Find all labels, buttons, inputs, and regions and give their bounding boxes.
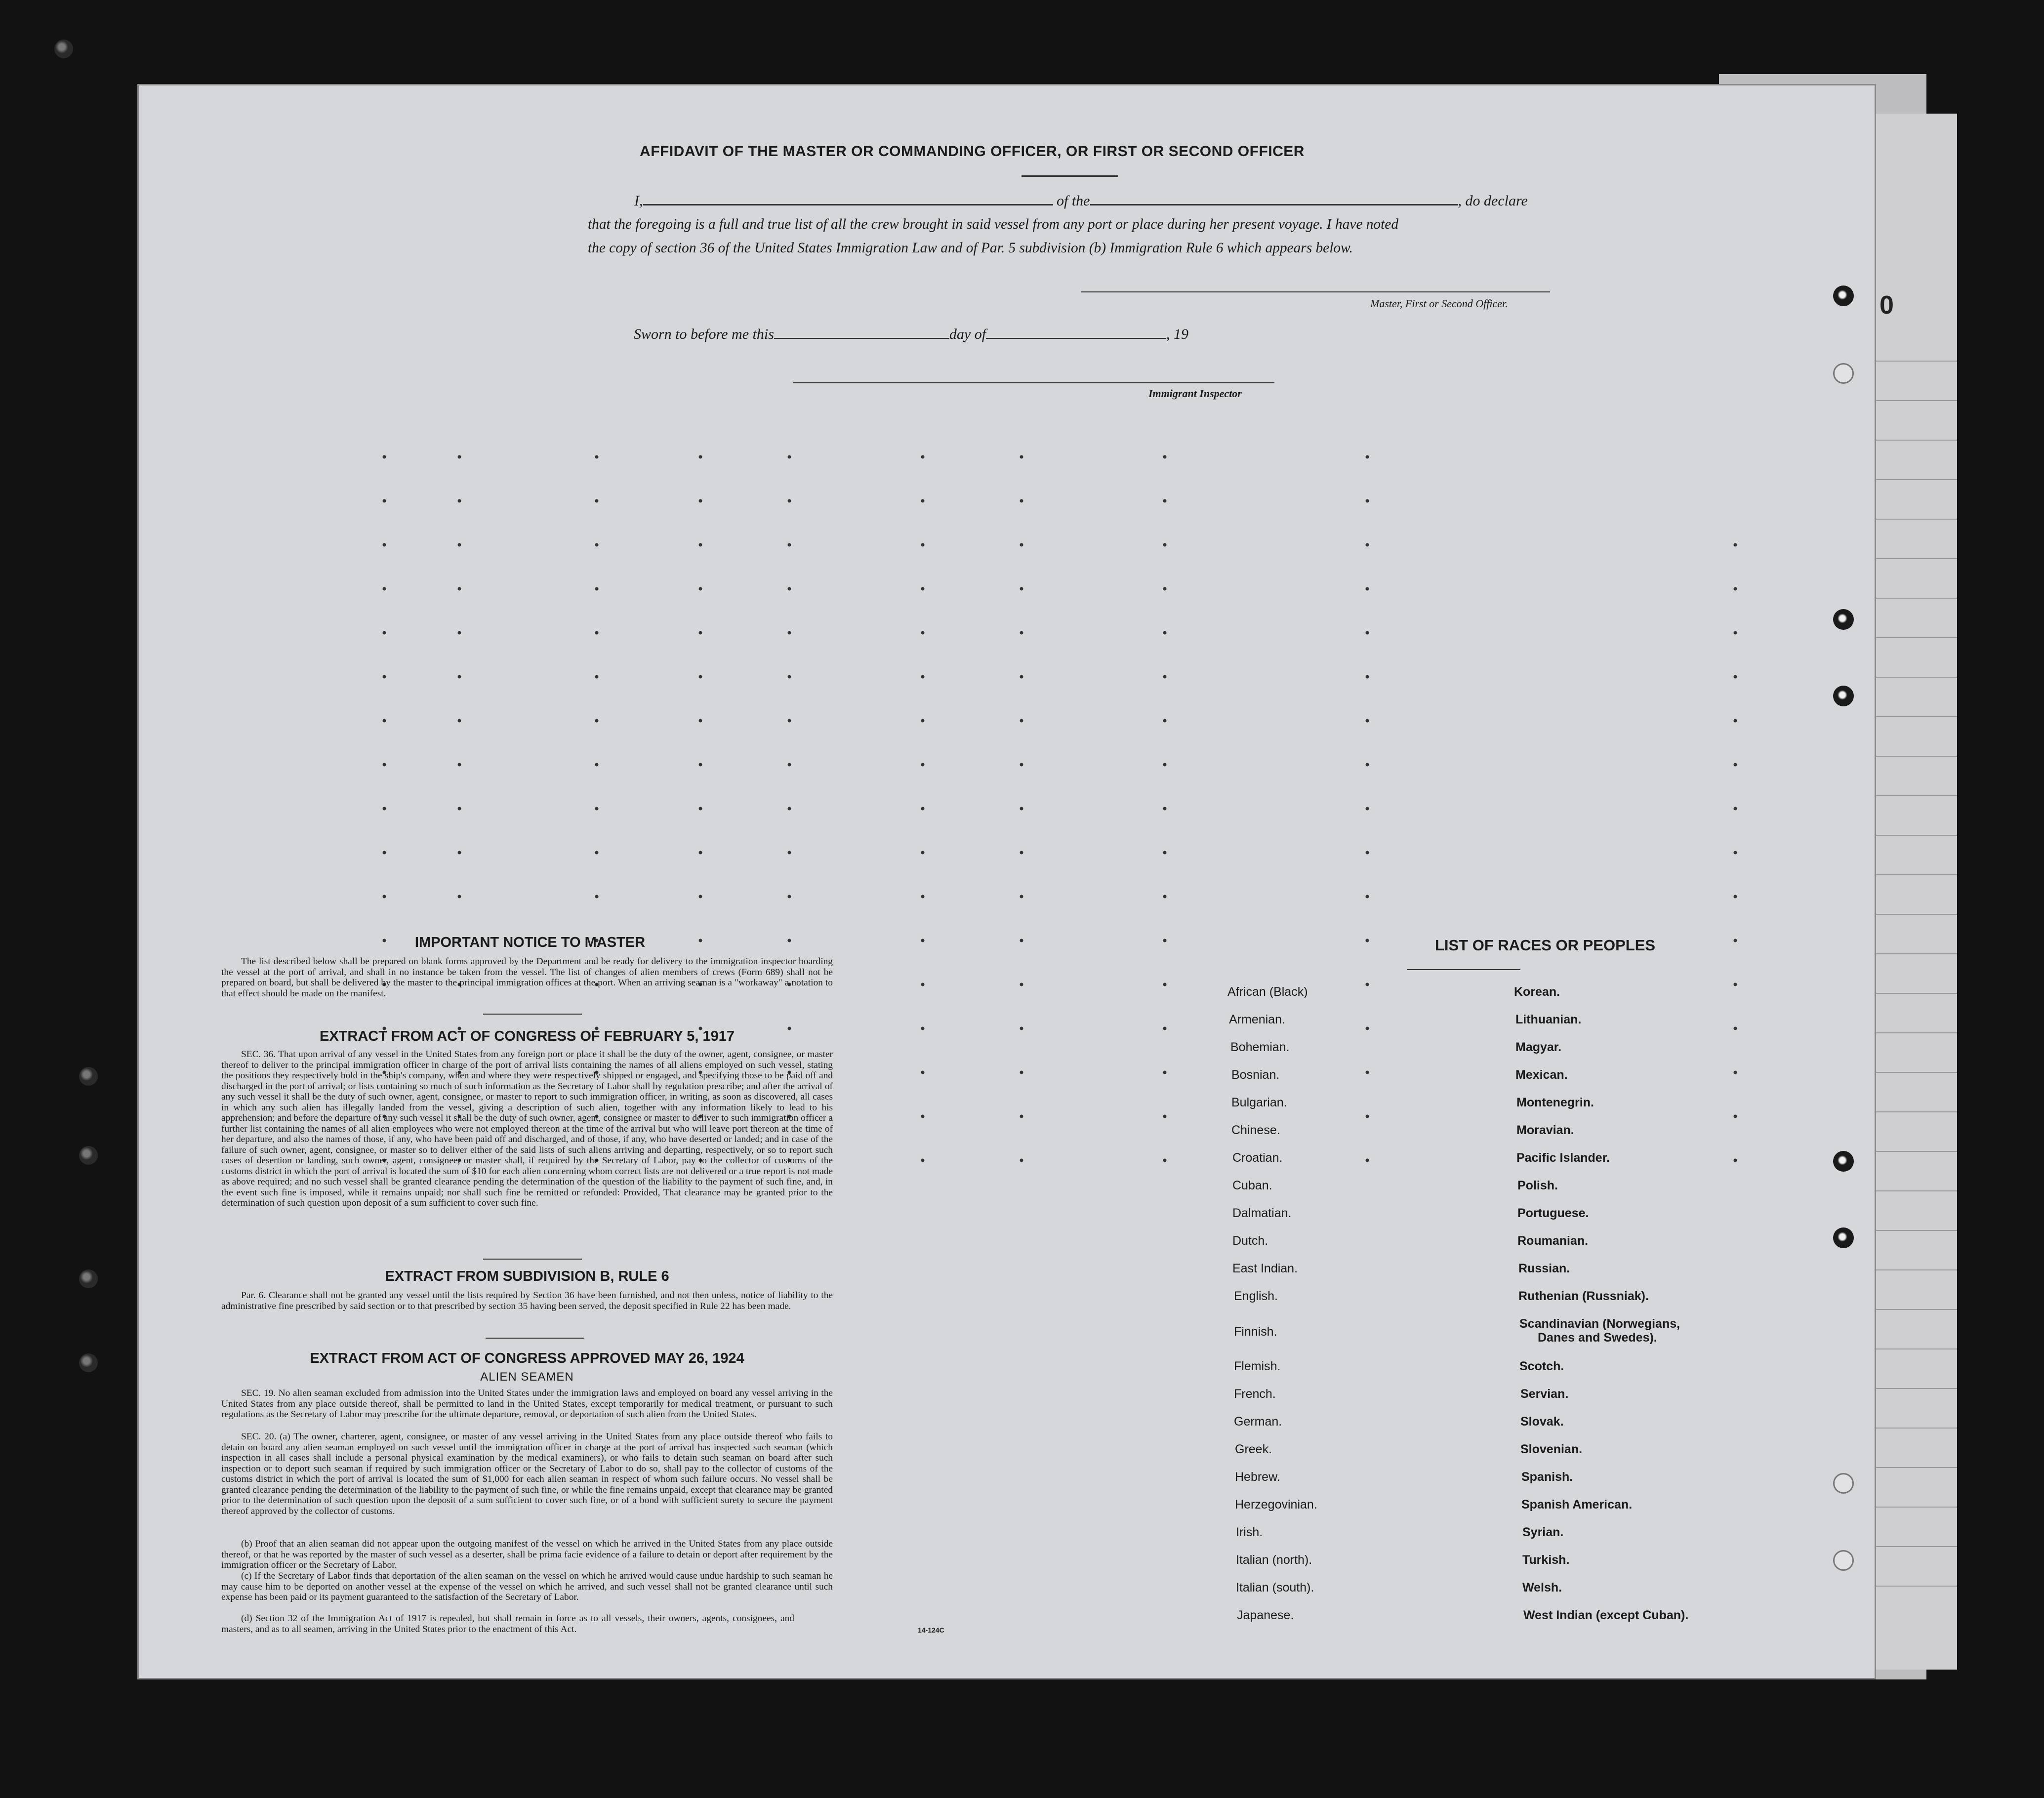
race-item: Welsh. [1522, 1581, 1562, 1594]
binder-hole [79, 1353, 98, 1372]
grid-dot [788, 455, 791, 459]
sec-19-text: SEC. 19. No alien seaman excluded from admission into the United States under the immigration laws and employed on board any vessel arriving in the United States from any place outside thereof, shall be permitted to land in the United States, except temporarily for medical treatment, or pursuant to such regulations as the Secretary of Labor may prescribe for the ultimate departure, removal, or deportation of such alien from the United States. [221, 1388, 833, 1420]
grid-dot [699, 719, 702, 723]
race-item: Armenian. [1229, 1013, 1285, 1026]
grid-dot [699, 807, 702, 811]
grid-dot [383, 631, 386, 635]
grid-dot [699, 631, 702, 635]
grid-dot [788, 895, 791, 899]
grid-dot [921, 851, 925, 855]
race-item: Korean. [1514, 985, 1560, 999]
race-item: Greek. [1235, 1442, 1272, 1456]
grid-dot [383, 719, 386, 723]
grid-dot [699, 455, 702, 459]
grid-dot [1020, 851, 1023, 855]
margin-mark: 0 [1880, 291, 1894, 320]
grid-dot [458, 807, 461, 811]
sec-20b-text: (b) Proof that an alien seaman did not appear upon the outgoing manifest of the vessel on which he arrived in the United States from any place outside thereof, or that he was reported by the master of such vessel as a deserter, shall be prima facie evidence of a failure to detain or deport after requirement by the immigration officer or the Secretary of Labor. [221, 1539, 833, 1570]
grid-dot [921, 587, 925, 591]
grid-dot [1734, 631, 1737, 635]
grid-dot [1734, 719, 1737, 723]
divider [486, 1338, 584, 1339]
race-item: Mexican. [1515, 1068, 1568, 1082]
grid-dot [1020, 631, 1023, 635]
grid-dot [1020, 1027, 1023, 1030]
race-item: Dalmatian. [1232, 1206, 1292, 1220]
grid-dot [1163, 719, 1167, 723]
grid-dot [458, 543, 461, 547]
grid-dot [1163, 763, 1167, 767]
notice-title: IMPORTANT NOTICE TO MASTER [414, 935, 646, 950]
grid-dot [921, 675, 925, 679]
grid-dot [383, 763, 386, 767]
race-item: German. [1234, 1415, 1282, 1429]
grid-dot [788, 543, 791, 547]
grid-dot [1366, 851, 1369, 855]
race-item: Danes and Swedes). [1538, 1331, 1657, 1345]
race-item: Portuguese. [1517, 1206, 1589, 1220]
grid-dot [595, 719, 599, 723]
divider [483, 1014, 582, 1015]
grid-dot [1020, 543, 1023, 547]
grid-dot [921, 455, 925, 459]
grid-dot [1734, 587, 1737, 591]
grid-dot [1163, 851, 1167, 855]
master-label: Master, First or Second Officer. [1370, 297, 1508, 310]
race-item: Slovenian. [1520, 1442, 1583, 1456]
inspector-label: Immigrant Inspector [1148, 387, 1242, 400]
race-item: Scandinavian (Norwegians, [1519, 1317, 1680, 1331]
grid-dot [1020, 1115, 1023, 1118]
rule-6-title: EXTRACT FROM SUBDIVISION B, RULE 6 [385, 1268, 669, 1284]
grid-dot [1734, 1027, 1737, 1030]
race-item: English. [1234, 1289, 1278, 1303]
form-number: 14-124C [918, 1626, 944, 1634]
grid-dot [1163, 1159, 1167, 1162]
grid-dot [921, 543, 925, 547]
grid-dot [1163, 1071, 1167, 1074]
grid-dot [788, 851, 791, 855]
grid-dot [1163, 587, 1167, 591]
grid-dot [458, 763, 461, 767]
grid-dot [1163, 675, 1167, 679]
grid-dot [1366, 499, 1369, 503]
grid-dot [1163, 983, 1167, 986]
grid-dot [1020, 675, 1023, 679]
grid-dot [1163, 455, 1167, 459]
binder-hole [54, 40, 73, 58]
sworn-label: Sworn to before me this [634, 326, 774, 342]
grid-dot [788, 587, 791, 591]
race-item: Japanese. [1237, 1608, 1294, 1622]
grid-dot [921, 719, 925, 723]
grid-dot [1366, 1159, 1369, 1162]
race-item: Syrian. [1522, 1525, 1564, 1539]
divider [1407, 969, 1520, 970]
race-item: Polish. [1517, 1179, 1558, 1192]
grid-dot [1366, 807, 1369, 811]
grid-dot [383, 499, 386, 503]
grid-dot [1163, 631, 1167, 635]
race-item: Magyar. [1515, 1040, 1562, 1054]
grid-dot [595, 543, 599, 547]
grid-dot [1020, 1071, 1023, 1074]
grid-dot [1020, 939, 1023, 942]
grid-dot [458, 675, 461, 679]
race-item: Italian (south). [1236, 1581, 1314, 1594]
grid-dot [1366, 455, 1369, 459]
race-item: Croatian. [1232, 1151, 1283, 1165]
grid-dot [1020, 1159, 1023, 1162]
sec-20c-text: (c) If the Secretary of Labor finds that deportation of the alien seaman on the vessel on which he arrived would cause undue hardship to such seaman he may cause him to be deported on another vessel at the expense of the vessel on which he arrived, and such vessel shall not be granted clearance until such expense has been paid or its payment guaranteed to the satisfaction of the Secretary of Labor. [221, 1571, 833, 1602]
race-item: Pacific Islander. [1516, 1151, 1610, 1165]
grid-dot [1020, 587, 1023, 591]
grid-dot [699, 763, 702, 767]
race-item: Moravian. [1516, 1123, 1574, 1137]
manifest-page [137, 84, 1876, 1679]
races-title: LIST OF RACES OR PEOPLES [1434, 937, 1656, 954]
grid-dot [1020, 455, 1023, 459]
grid-dot [921, 1027, 925, 1030]
race-item: Montenegrin. [1516, 1096, 1594, 1109]
grid-dot [699, 543, 702, 547]
race-item: French. [1234, 1387, 1276, 1401]
grid-dot [1020, 499, 1023, 503]
affidavit-title: AFFIDAVIT OF THE MASTER OR COMMANDING OFFICER, OR FIRST OR SECOND OFFICER [640, 143, 1305, 160]
grid-dot [1734, 807, 1737, 811]
grid-dot [788, 631, 791, 635]
grid-dot [1734, 1071, 1737, 1074]
grid-dot [1366, 983, 1369, 986]
grid-dot [1020, 807, 1023, 811]
grid-dot [595, 807, 599, 811]
grid-dot [383, 895, 386, 899]
race-item: Spanish American. [1521, 1498, 1633, 1512]
grid-dot [458, 851, 461, 855]
grid-dot [458, 631, 461, 635]
grid-dot [921, 939, 925, 942]
grid-dot [595, 587, 599, 591]
grid-dot [1734, 543, 1737, 547]
grid-dot [921, 631, 925, 635]
grid-dot [1366, 675, 1369, 679]
grid-dot [921, 763, 925, 767]
grid-dot [1734, 895, 1737, 899]
race-item: Cuban. [1232, 1179, 1272, 1192]
grid-dot [383, 587, 386, 591]
declaration-line-2: that the foregoing is a full and true list of all the crew brought in said vessel from any port or place during her present voyage. I have noted [588, 216, 1399, 232]
grid-dot [1366, 587, 1369, 591]
grid-dot [1366, 763, 1369, 767]
binder-hole [79, 1067, 98, 1086]
race-item: Bosnian. [1231, 1068, 1280, 1082]
grid-dot [1020, 895, 1023, 899]
grid-dot [1163, 1027, 1167, 1030]
grid-dot [921, 895, 925, 899]
grid-dot [921, 1115, 925, 1118]
grid-dot [1366, 1071, 1369, 1074]
grid-dot [788, 719, 791, 723]
race-item: Bulgarian. [1231, 1096, 1287, 1109]
race-item: East Indian. [1232, 1262, 1298, 1275]
grid-dot [458, 719, 461, 723]
grid-dot [921, 983, 925, 986]
grid-dot [383, 543, 386, 547]
race-item: Ruthenian (Russniak). [1518, 1289, 1649, 1303]
binder-hole [79, 1146, 98, 1165]
declaration-line-3: the copy of section 36 of the United States Immigration Law and of Par. 5 subdivision (b) Immigration Rule 6 which appears below. [588, 240, 1353, 256]
race-item: West Indian (except Cuban). [1523, 1608, 1689, 1622]
grid-dot [383, 807, 386, 811]
grid-dot [1734, 1159, 1737, 1162]
grid-dot [458, 499, 461, 503]
grid-dot [458, 587, 461, 591]
grid-dot [383, 455, 386, 459]
day-of-label: day of [949, 326, 986, 342]
alien-seamen-subtitle: ALIEN SEAMEN [480, 1370, 574, 1384]
i-label: I, [634, 193, 643, 209]
grid-dot [1163, 499, 1167, 503]
race-item: Russian. [1518, 1262, 1570, 1275]
race-item: Spanish. [1521, 1470, 1573, 1484]
grid-dot [595, 851, 599, 855]
act-1917-title: EXTRACT FROM ACT OF CONGRESS OF FEBRUARY 5, 1917 [319, 1028, 735, 1044]
grid-dot [1020, 719, 1023, 723]
grid-dot [699, 499, 702, 503]
race-item: Irish. [1236, 1525, 1263, 1539]
grid-dot [699, 587, 702, 591]
grid-dot [788, 499, 791, 503]
grid-dot [1366, 1027, 1369, 1030]
grid-dot [595, 499, 599, 503]
grid-dot [699, 675, 702, 679]
grid-dot [1734, 675, 1737, 679]
grid-dot [699, 851, 702, 855]
grid-dot [383, 851, 386, 855]
race-item: Italian (north). [1236, 1553, 1312, 1567]
race-item: Hebrew. [1235, 1470, 1280, 1484]
race-item: Slovak. [1520, 1415, 1564, 1429]
grid-dot [1163, 1115, 1167, 1118]
binder-hole [79, 1269, 98, 1288]
grid-dot [1734, 1115, 1737, 1118]
race-item: Scotch. [1519, 1359, 1564, 1373]
race-item: Flemish. [1234, 1359, 1281, 1373]
grid-dot [383, 675, 386, 679]
grid-dot [1020, 983, 1023, 986]
sec-20d-text: (d) Section 32 of the Immigration Act of 1917 is repealed, but shall remain in force as to all vessels, their owners, agents, consignees, and masters, and as to all seamen, arriving in the United States prior to the enactment of this Act. [221, 1613, 794, 1635]
grid-dot [595, 631, 599, 635]
grid-dot [595, 763, 599, 767]
divider [483, 1259, 582, 1260]
grid-dot [595, 675, 599, 679]
grid-dot [1366, 543, 1369, 547]
grid-dot [458, 455, 461, 459]
year-label: , 19 [1166, 326, 1189, 342]
race-item: Servian. [1520, 1387, 1569, 1401]
grid-dot [788, 763, 791, 767]
grid-dot [699, 895, 702, 899]
grid-dot [1734, 763, 1737, 767]
race-item: African (Black) [1227, 985, 1308, 999]
grid-dot [1163, 807, 1167, 811]
race-item: Dutch. [1232, 1234, 1268, 1248]
sec-20a-text: SEC. 20. (a) The owner, charterer, agent, consignee, or master of any vessel arriving in the United States from any place outside thereof who fails to detain on board any alien seaman employed on such vessel until the immigration officer in charge at the port of arrival has inspected such seaman (which inspection in all cases shall include a personal physical examination by the medical examiners), or who fails to detain such seaman on board after such inspection or to deport such seaman if required by such immigration officer or the Secretary of Labor to do so, shall pay to the collector of customs of the customs district in which the port of arrival is located the sum of $1,000 for each alien seaman in respect of whom such failure occurs. No vessel shall be granted clearance pending the determination of the liability to the payment of such fine, or while the fine remains unpaid, except that clearance may be granted prior to the determination of such question upon the deposit of a sum sufficient to cover such fine, or of a bond with sufficient surety to secure the payment thereof approved by the collector of customs. [221, 1431, 833, 1516]
grid-dot [1163, 895, 1167, 899]
grid-dot [921, 807, 925, 811]
grid-dot [788, 807, 791, 811]
notice-text: The list described below shall be prepared on blank forms approved by the Department and be ready for delivery to the immigration inspector boarding the vessel at the port of arrival, and shall in no instance be taken from the vessel. The list of changes of alien members of crews (Form 689) shall not be prepared on board, but shall be delivered by the master to the principal immigration offices at the port. When an arriving seaman is a "workaway" a notation to that effect should be made on the manifest. [221, 956, 833, 999]
grid-dot [1734, 983, 1737, 986]
grid-dot [595, 895, 599, 899]
grid-dot [921, 1159, 925, 1162]
grid-dot [788, 675, 791, 679]
grid-dot [1734, 851, 1737, 855]
of-the-label: of the [1057, 193, 1090, 209]
grid-dot [1366, 895, 1369, 899]
grid-dot [458, 895, 461, 899]
grid-dot [1163, 543, 1167, 547]
race-item: Lithuanian. [1515, 1013, 1582, 1026]
act-1924-title: EXTRACT FROM ACT OF CONGRESS APPROVED MAY 26, 1924 [310, 1350, 744, 1366]
grid-dot [1163, 939, 1167, 942]
declare-label: , do declare [1458, 193, 1528, 209]
grid-dot [1366, 719, 1369, 723]
grid-dot [1366, 631, 1369, 635]
rule-6-text: Par. 6. Clearance shall not be granted any vessel until the lists required by Section 36 have been furnished, and not then unless, notice of liability to the administrative fine prescribed by said section or to that prescribed by section 35 having been served, the deposit specified in Rule 22 has been made. [221, 1290, 833, 1311]
grid-dot [1366, 1115, 1369, 1118]
race-item: Turkish. [1522, 1553, 1570, 1567]
grid-dot [921, 1071, 925, 1074]
race-item: Roumanian. [1517, 1234, 1589, 1248]
race-item: Bohemian. [1230, 1040, 1290, 1054]
race-item: Chinese. [1231, 1123, 1280, 1137]
race-item: Herzegovinian. [1235, 1498, 1317, 1512]
grid-dot [921, 499, 925, 503]
race-item: Finnish. [1234, 1325, 1277, 1339]
act-1917-text: SEC. 36. That upon arrival of any vessel in the United States from any foreign port or place it shall be the duty of the owner, agent, consignee, or master thereof to deliver to the principal immigration officer in charge of the port of arrival lists containing the names of all aliens employed on such vessel, stating the positions they respectively hold in the ship's company, when and where they were respectively shipped or engaged, and specifying those to be paid off and discharged in the port of arrival; or lists containing so much of such information as the Secretary of Labor shall by regulation prescribe; and after the arrival of any such vessel it shall be the duty of such owner, agent, consignee, or master to report to such immigration officer, in writing, as soon as discovered, all cases in which any such alien has illegally landed from the vessel, giving a description of such alien, together with any information likely to lead to his apprehension; and before the departure of any such vessel it shall be the duty of such owner, agent, consignee or master to deliver to such immigration officer a further list containing the names of all alien employees who were not employed thereon at the time of the arrival but who will leave port thereon at the time of her departure, and also the names of those, if any, who have been paid off and discharged, and of those, if any, who have deserted or landed; and in case of the failure of such owner, agent, consignee, or master so to deliver either of the said lists of such aliens arriving and departing, respectively, or so to report such cases of desertion or landing, such owner, agent, consignee, or master shall, if required by the Secretary of Labor, pay to the collector of customs of the customs district in which the port of arrival is located the sum of $10 for each alien concerning whom correct lists are not delivered or a true report is not made as above required; and no such vessel shall be granted clearance pending the determination of the question of the liability to the payment of such fine, and, in the event such fine is imposed, while it remains unpaid; nor shall such fine be remitted or refunded: Provided, That clearance may be granted prior to the determination of such question upon deposit of a sum sufficient to cover such fine. [221, 1049, 833, 1208]
grid-dot [1020, 763, 1023, 767]
grid-dot [595, 455, 599, 459]
